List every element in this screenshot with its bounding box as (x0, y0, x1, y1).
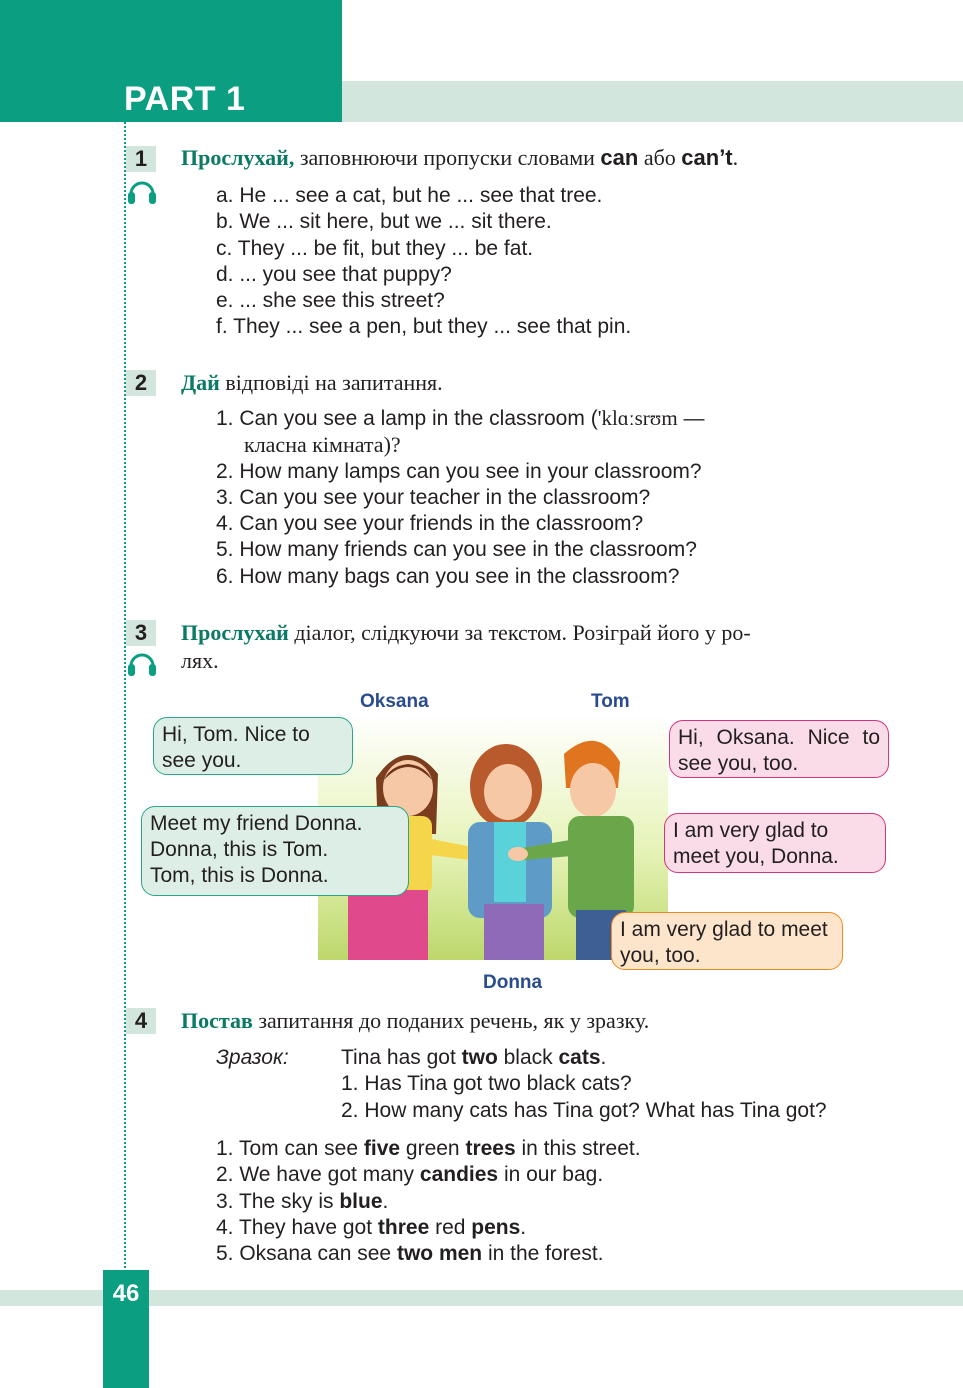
list-item: c. They ... be fit, but they ... be fat. (216, 236, 534, 260)
bold-word: trees (465, 1137, 516, 1160)
margin-dotted-line (124, 122, 126, 1272)
sample-question: 1. Has Tina got two black cats? (341, 1072, 632, 1096)
text: . (520, 1215, 527, 1239)
question-text: 1. Can you see a lamp in the classroom ( (216, 407, 598, 430)
headphones-icon (126, 176, 158, 208)
bubble-line: Donna, this is Tom. (150, 838, 329, 861)
text: 5. Oksana can see (216, 1242, 397, 1266)
text: black (497, 1046, 559, 1069)
speech-bubble-oksana-1: Hi, Tom. Nice to see you. (153, 717, 353, 775)
text: . (600, 1046, 607, 1069)
text: . (382, 1189, 389, 1213)
speech-bubble-tom-1: Hi, Oksana. Nice to see you, too. (669, 720, 889, 778)
list-item: f. They ... see a pen, but they ... see that pin. (216, 315, 632, 339)
question-text: — (677, 407, 705, 430)
bold-word: candies (419, 1163, 499, 1187)
page-number: 46 (112, 1280, 140, 1307)
exercise-lines (216, 1136, 641, 1267)
text: 4. They have got (216, 1215, 378, 1239)
bold-word: pens (471, 1215, 521, 1239)
list-item: 3. Can you see your teacher in the classroom? (216, 485, 651, 509)
list-item (216, 405, 705, 432)
speaker-name-tom: Tom (591, 691, 630, 712)
list-item (216, 1241, 641, 1267)
list-item: 2. How many lamps can you see in your classroom? (216, 459, 702, 483)
part-title: PART 1 (124, 80, 246, 118)
exercise-instruction (181, 369, 443, 397)
speech-bubble-donna: I am very glad to meet you, too. (611, 912, 843, 970)
instruction-text: заповнюючи пропуски словами (294, 145, 601, 170)
word-cant: can’t (681, 145, 733, 170)
list-item: 6. How many bags can you see in the classroom? (216, 564, 680, 588)
speaker-name-donna: Donna (483, 972, 543, 993)
bold-word: five (363, 1137, 401, 1160)
text: Tina has got (341, 1046, 462, 1069)
list-item: b. We ... sit here, but we ... sit there. (216, 210, 552, 234)
text: 2. We have got many (216, 1163, 420, 1187)
instruction-verb: Постав (181, 1008, 253, 1033)
speaker-name-oksana: Oksana (360, 691, 429, 712)
bold-word: two (461, 1046, 498, 1069)
list-item: e. ... she see this street? (216, 289, 445, 313)
sample-question: 2. How many cats has Tina got? What has Tina got? (341, 1098, 827, 1122)
exercise-number: 3 (126, 620, 156, 646)
list-item (216, 1162, 641, 1188)
list-item: 5. How many friends can you see in the classroom? (216, 538, 697, 562)
list-item: d. ... you see that puppy? (216, 262, 452, 286)
list-item (216, 1136, 641, 1162)
instruction-text: або (638, 145, 682, 170)
exercise-lines (216, 183, 631, 341)
instruction-text: лях. (181, 648, 219, 673)
transcription: 'klɑːsrʊm (597, 406, 678, 430)
speech-bubble-tom-2: I am very glad to meet you, Donna. (664, 813, 886, 873)
sample-sentence (341, 1045, 827, 1071)
exercise-number: 2 (126, 370, 156, 396)
exercise-number: 4 (126, 1008, 156, 1034)
bold-word: cats (558, 1046, 601, 1069)
instruction-text: діалог, слідкуючи за текстом. Розіграй його у ро- (288, 620, 751, 645)
text: in the forest. (482, 1242, 604, 1266)
bubble-line: Tom, this is Donna. (150, 864, 329, 887)
list-item: 4. Can you see your friends in the classroom? (216, 512, 644, 536)
sample-label: Зразок: (216, 1046, 289, 1069)
text: in this street. (515, 1137, 641, 1160)
headphones-icon (126, 648, 158, 680)
text: 3. The sky is (216, 1189, 340, 1213)
text: in our bag. (498, 1163, 604, 1187)
exercise-instruction (181, 619, 891, 675)
instruction-verb: Прослухай (181, 620, 289, 645)
header-stripe (342, 81, 963, 122)
word-can: can (600, 145, 639, 170)
text: red (429, 1215, 472, 1239)
exercise-instruction (181, 144, 738, 172)
exercise-number: 1 (126, 146, 156, 172)
sample-block (341, 1045, 827, 1124)
instruction-text: . (732, 145, 739, 170)
text: green (400, 1137, 466, 1160)
instruction-text: запитання до поданих речень, як у зразку. (252, 1008, 650, 1033)
instruction-text: відповіді на запитання. (219, 370, 443, 395)
bold-word: two men (396, 1242, 483, 1266)
instruction-verb: Дай (181, 370, 220, 395)
list-item (216, 1215, 641, 1241)
list-item (216, 1189, 641, 1215)
text: 1. Tom can see (216, 1137, 364, 1160)
exercise-lines (216, 405, 705, 590)
translation: класна кімната)? (244, 432, 401, 458)
exercise-instruction (181, 1007, 649, 1035)
speech-bubble-oksana-2 (141, 806, 409, 896)
bubble-line: Meet my friend Donna. (150, 812, 363, 835)
bold-word: blue (339, 1189, 383, 1213)
bold-word: three (377, 1215, 430, 1239)
list-item: a. He ... see a cat, but he ... see that tree. (216, 184, 603, 207)
instruction-verb: Прослухай, (181, 145, 295, 170)
